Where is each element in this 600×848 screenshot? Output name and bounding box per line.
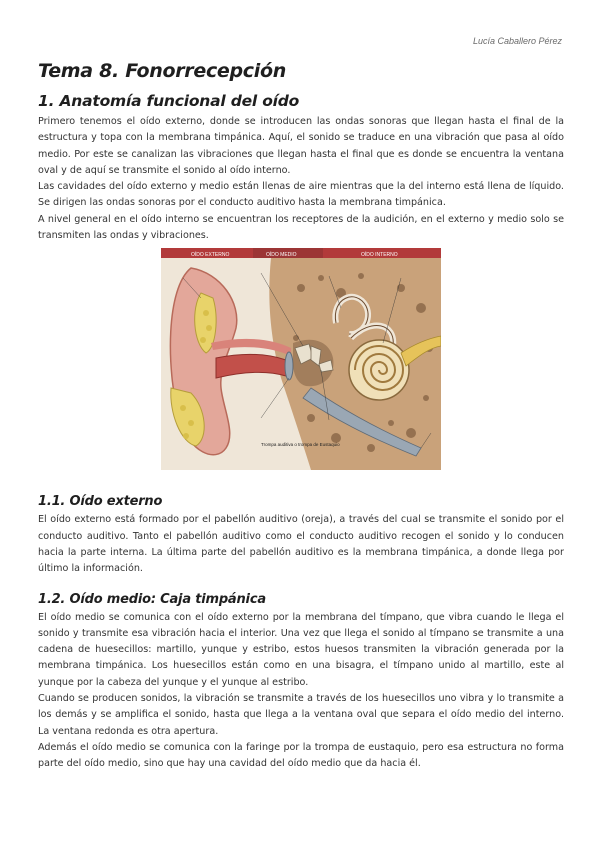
section-heading-oido-medio: 1.2. Oído medio: Caja timpánica [38,591,266,607]
paragraph: Además el oído medio se comunica con la faringe por la trompa de eustaquio, pero esa estructura no forma parte del oído medio, sino que hay una cavidad del oído medio que da hacia él. [38,741,564,770]
middle-ear-label: OÍDO MEDIO [266,252,297,259]
outer-ear-label: OÍDO EXTERNO [191,252,230,259]
paragraph: Cuando se producen sonidos, la vibración se transmite a través de los huesecillos uno vibra y lo transmite a los demás y se amplifica el sonido, hasta que llega a la ventana oval que separa el oído medio del interno. La ventana redonda es otra apertura. [38,693,564,737]
tympanic-membrane [285,352,293,380]
paragraph: A nivel general en el oído interno se encuentran los receptores de la audición, en el externo y medio solo se transmiten las ondas y vibraciones. [38,213,564,242]
ear-anatomy-figure [161,248,441,470]
section-heading-anatomia: 1. Anatomía funcional del oído [38,92,300,110]
ear-anatomy-illustration [161,248,441,470]
paragraph: Primero tenemos el oído externo, donde se introducen las ondas sonoras que llegan hasta el final de la estructura y topa con la membrana timpánica. Aquí, el sonido se traduce en una vibración que pasa al oído medio. Por este se canalizan las vibraciones que llegan hasta el final que es donde se encuentra la ventana oval y de aquí se transmite el sonido al oído interno. [38,116,564,176]
inner-ear-label: OÍDO INTERNO [361,252,398,259]
author-name: Lucía Caballero Pérez [472,36,562,46]
section-heading-oido-externo: 1.1. Oído externo [38,494,163,510]
eustachian-tube-label: Trompa auditiva o trompa de Eustaquio [261,442,340,448]
paragraph: Las cavidades del oído externo y medio están llenas de aire mientras que la del interno está llena de líquido. Se dirigen las ondas sonoras por el conducto auditivo hasta la membrana timpánica. [38,181,564,209]
cochlea [349,340,409,400]
paragraph: El oído externo está formado por el pabellón auditivo (oreja), a través del cual se transmite el sonido por el conducto auditivo. Tanto el pabellón auditivo como el conducto auditivo recogen el sonido y lo conducen hacia la parte interna. La última parte del pabellón auditivo es la membrana timpánica, a donde llega por último la información. [38,514,564,575]
page-title: Tema 8. Fonorrecepción [38,60,286,82]
document-body [38,60,564,773]
paragraph: El oído medio se comunica con el oído externo por la membrana del tímpano, que vibra cuando le llega el sonido y transmite esa vibración hacia el interior. Una vez que llega el sonido al tímpano se transmite a una cadena de huesecillos: martillo, yunque y estribo, estos huesos transmiten la vibración generada por la membrana timpánica. Los huesecillos están como en una bisagra, el tímpano unido al martillo, este al yunque por la cabeza del yunque y el yunque al estribo. [38,611,564,688]
